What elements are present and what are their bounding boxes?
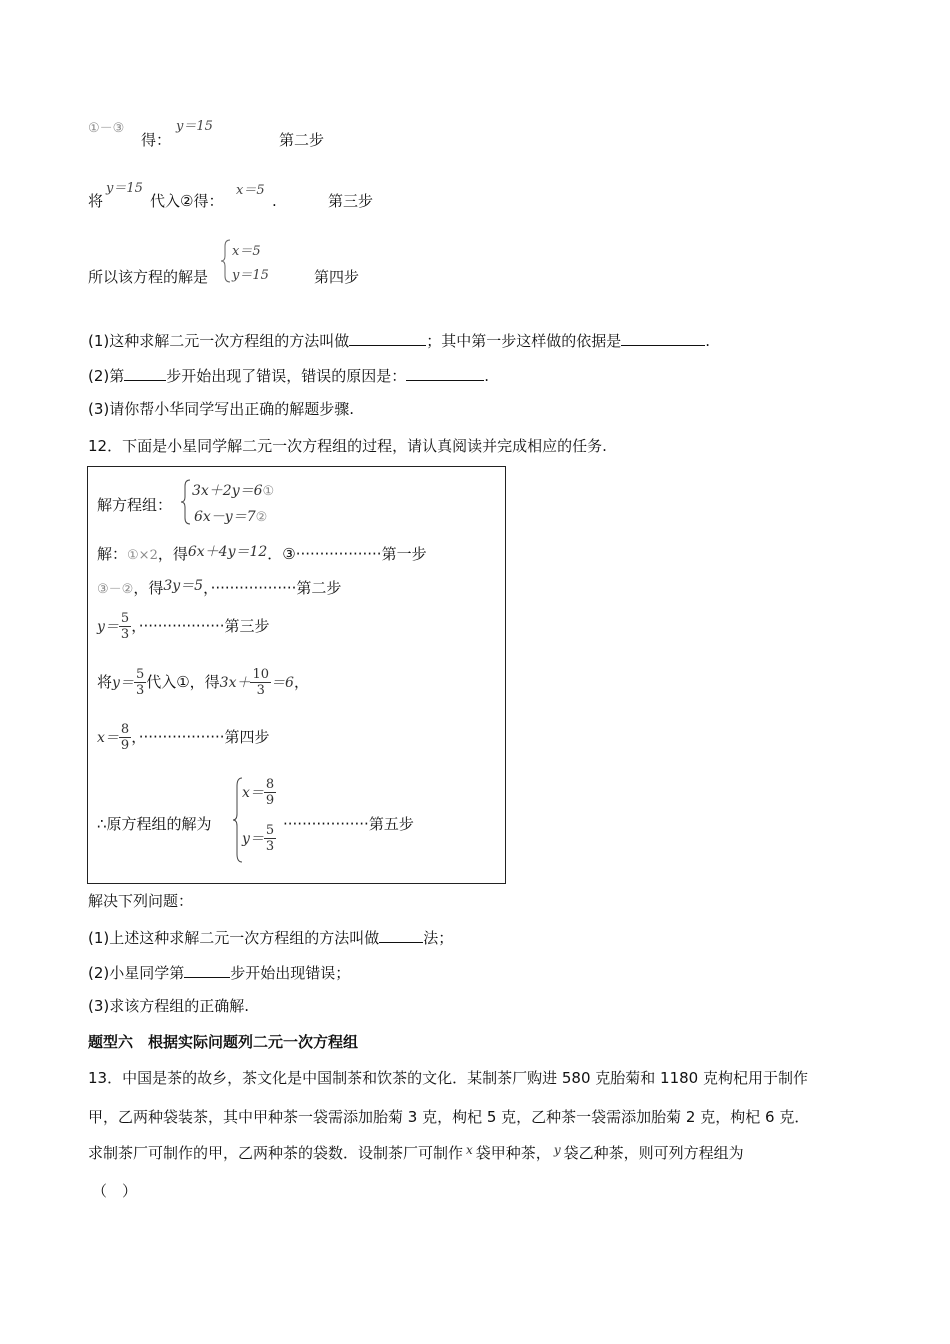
- p12-substitute-line: [97, 667, 309, 698]
- p13-line-1: 13．中国是茶的故乡，茶文化是中国制茶和饮茶的文化．某制茶厂购进 580 克胎菊和 1180 克枸杞用于制作: [88, 1069, 808, 1087]
- p12-step4-tail: ，··················第四步: [131, 728, 270, 746]
- p12-step1-op: ①×2: [127, 548, 158, 563]
- p12-step5-x: [242, 777, 276, 808]
- p12-eq2-text: 6x－y＝7: [194, 509, 256, 525]
- p12-step5-x-den: 9: [265, 793, 275, 808]
- p12-sub-fraction-2: [250, 667, 271, 698]
- p12-step1-tail: ．③··················第一步: [267, 545, 427, 563]
- p12-sub-lhs: y＝: [112, 675, 134, 691]
- p12-eq1: [192, 480, 274, 500]
- p12-sub-fraction: [134, 667, 146, 698]
- p12-sub-eq-b: ＝6: [271, 675, 294, 691]
- p12-eq2: [194, 506, 267, 526]
- p13-var-y: y: [553, 1143, 561, 1157]
- p12-step3-num: 5: [120, 611, 130, 626]
- p11-question-2: [88, 365, 489, 385]
- p11-question-3: (3)请你帮小华同学写出正确的解题步骤.: [88, 400, 355, 418]
- p12-step1-jie: 解：: [97, 545, 128, 563]
- p12-step4-line: [97, 722, 270, 753]
- p12-step5-y-num: 5: [265, 823, 275, 838]
- p13-line-2: 甲，乙两种袋装茶，其中甲种茶一袋需添加胎菊 3 克，枸杞 5 克，乙种茶一袋需添加胎菊 2 克，枸杞 6 克．: [88, 1108, 810, 1126]
- p11-q2-blank-1[interactable]: [124, 365, 166, 381]
- p12-eq2-mark: ②: [255, 510, 268, 525]
- step3-label: 第三步: [328, 192, 374, 210]
- p12-sub-den: 3: [135, 683, 145, 698]
- step4-x-solution: x＝5: [232, 244, 261, 259]
- p12-step5-y: [242, 823, 276, 854]
- step2-equation: y＝15: [176, 119, 213, 134]
- p13-line-3: [88, 1144, 744, 1163]
- step4-y-solution: y＝15: [232, 268, 269, 283]
- p12-question-2: [88, 962, 350, 982]
- p12-sub-den2: 3: [256, 683, 265, 698]
- p12-sub-num: 5: [135, 667, 145, 682]
- p12-sub-num2: 10: [252, 667, 270, 682]
- p11-question-1: [88, 330, 710, 350]
- step4-prefix: 所以该方程的解是: [88, 268, 209, 286]
- p12-system-label: 解方程组：: [97, 496, 173, 514]
- p12-q1-text-a: (1)上述这种求解二元一次方程组的方法叫做: [88, 929, 380, 947]
- p12-step5-prefix: ∴原方程组的解为: [97, 815, 212, 833]
- p12-intro: 12．下面是小星同学解二元一次方程组的过程，请认真阅读并完成相应的任务.: [88, 437, 607, 455]
- step3-x-equation: x＝5: [236, 183, 265, 198]
- step3-mid: 代入②得：: [150, 192, 224, 210]
- p12-question-3: (3)求该方程组的正确解.: [88, 997, 250, 1015]
- p12-system-brace: [180, 478, 192, 526]
- p12-step1-de: ，得: [157, 545, 188, 563]
- p12-step2-op: ③－②: [97, 582, 134, 597]
- p11-q1-blank-2[interactable]: [621, 330, 705, 346]
- p13-answer-paren[interactable]: （ ）: [92, 1182, 138, 1200]
- p12-step5-x-fraction: [264, 777, 276, 808]
- p12-sub-jiang: 将: [97, 673, 113, 691]
- p11-q2-blank-2[interactable]: [406, 365, 484, 381]
- p12-sub-tail: ，: [293, 673, 309, 691]
- p12-sub-mid: 代入①，得: [146, 673, 220, 691]
- p13-line3-b: 袋甲种茶，: [475, 1144, 551, 1162]
- p12-step1-eq: 6x＋4y＝12: [187, 544, 268, 560]
- p12-step5-y-lhs: y＝: [242, 831, 264, 847]
- p12-q2-blank[interactable]: [184, 962, 230, 978]
- p11-q2-text-b: 步开始出现了错误，错误的原因是：: [166, 367, 407, 385]
- p12-step4-den: 9: [120, 738, 130, 753]
- p12-q1-blank[interactable]: [379, 927, 423, 943]
- step3-y-equation: y＝15: [106, 181, 143, 196]
- p11-q1-text-c: .: [705, 332, 711, 350]
- p13-var-x: x: [466, 1143, 473, 1157]
- step2-de: 得：: [141, 131, 172, 149]
- p12-resolve: 解决下列问题：: [88, 892, 194, 910]
- p12-step4-lhs: x＝: [97, 730, 119, 746]
- p12-step1-line: [97, 545, 427, 565]
- p12-step5-y-fraction: [264, 823, 276, 854]
- p12-q2-text-b: 步开始出现错误；: [230, 964, 351, 982]
- step2-operation: ①－③: [88, 121, 125, 136]
- p12-step5-x-num: 8: [265, 777, 275, 792]
- p12-eq1-text: 3x＋2y＝6: [192, 483, 263, 499]
- section-title: 题型六 根据实际问题列二元一次方程组: [88, 1033, 359, 1051]
- p11-q1-blank-1[interactable]: [349, 330, 426, 346]
- p11-q2-text-c: .: [484, 367, 490, 385]
- p12-question-1: [88, 927, 453, 947]
- p12-step5-tail: ··················第五步: [283, 815, 414, 833]
- step2-label: 第二步: [279, 131, 325, 149]
- p12-step2-tail: ，··················第二步: [203, 579, 342, 597]
- p12-step3-fraction: [119, 611, 131, 642]
- p12-eq1-mark: ①: [262, 484, 275, 499]
- p12-step4-num: 8: [120, 722, 130, 737]
- step4-label: 第四步: [314, 268, 360, 286]
- p11-q2-text-a: (2)第: [88, 367, 125, 385]
- p12-step3-tail: ，··················第三步: [131, 617, 270, 635]
- p12-step2-de: ，得: [133, 579, 164, 597]
- p13-line3-c: 袋乙种茶，则可列方程组为: [563, 1144, 744, 1162]
- p13-line3-a: 求制茶厂可制作的甲，乙两种茶的袋数．设制茶厂可制作: [88, 1144, 464, 1162]
- p12-sub-eq-a: 3x＋: [219, 675, 251, 691]
- p12-step4-fraction: [119, 722, 131, 753]
- step3-jiang: 将: [88, 192, 104, 210]
- p12-step5-x-lhs: x＝: [242, 785, 264, 801]
- p12-step3-lhs: y＝: [97, 619, 119, 635]
- p12-step2-line: [97, 579, 341, 599]
- p11-q1-text-b: ；其中第一步这样做的依据是: [426, 332, 622, 350]
- p12-step5-y-den: 3: [265, 839, 275, 854]
- step3-dot: .: [272, 192, 277, 210]
- p12-step2-eq: 3y＝5: [163, 578, 204, 594]
- p11-q1-text-a: (1)这种求解二元一次方程组的方法叫做: [88, 332, 350, 350]
- step4-brace: [220, 238, 232, 284]
- p12-q2-text-a: (2)小星同学第: [88, 964, 185, 982]
- p12-step3-den: 3: [120, 627, 130, 642]
- p12-step3-line: [97, 611, 270, 642]
- p12-q1-text-b: 法；: [423, 929, 454, 947]
